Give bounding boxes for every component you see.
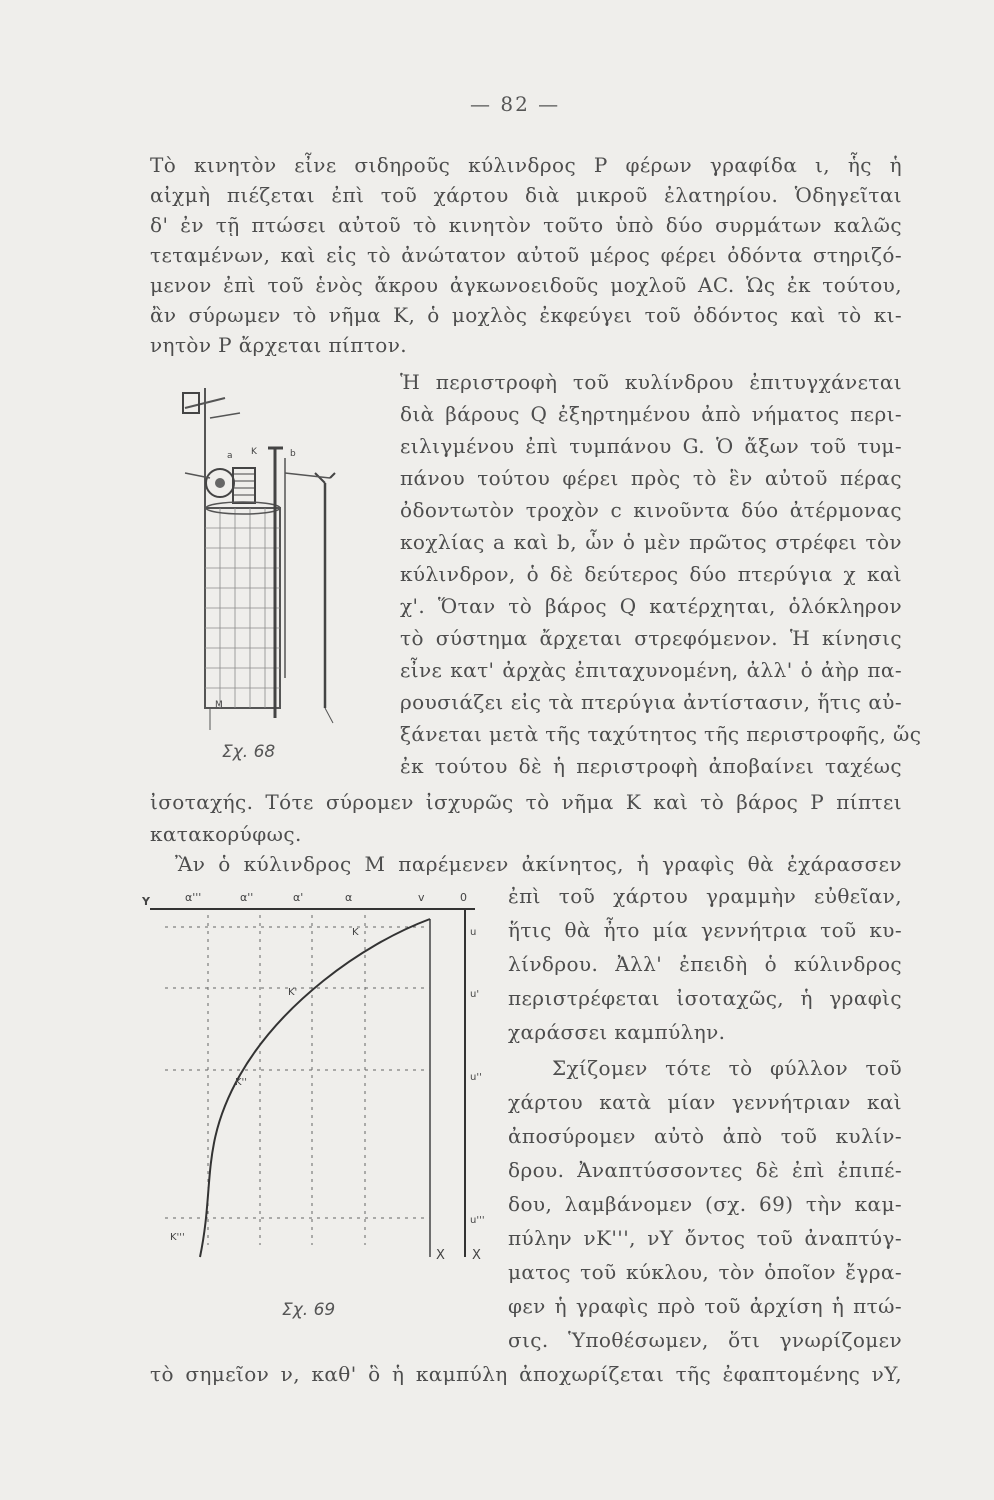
text-line: ἥτις θὰ ἦτο μία γεννήτρια τοῦ κυ- [508,918,902,942]
text-line: Τὸ κινητὸν εἶνε σιδηροῦς κύλινδρος P φέρων γραφίδα ι, ἧς ἡ [150,153,902,177]
fig69-label-a1: α' [293,891,304,904]
page-number: — 82 — [470,92,561,116]
text-line: εἶνε κατ' ἀρχὰς ἐπιταχυνομένη, ἀλλ' ὁ ἀὴρ πα- [400,658,902,682]
fig69-curve-K1: K' [288,987,298,998]
text-line: τὸ σύστημα ἄρχεται στρεφόμενον. Ἡ κίνησις [400,626,902,650]
text-line: ἀποσύρομεν αὐτὸ ἀπὸ τοῦ κυλίν- [508,1124,902,1148]
fig69-curve-K: K [352,927,359,938]
fig69-label-u: u [470,927,477,938]
fig69-label-0: 0 [460,891,467,904]
text-line: ρουσιάζει εἰς τὰ πτερύγια ἀντίστασιν, ἥτις αὐ- [400,690,902,714]
fig68-label-a: a [227,451,233,461]
figure-68-caption: Σχ. 68 [222,742,276,762]
fig69-label-u2: u'' [470,1072,482,1083]
figure-69-curve [140,885,500,1275]
text-line: χαράσσει καμπύλην. [508,1020,726,1044]
text-line: τὸ σημεῖον ν, καθ' ὃ ἡ καμπύλη ἀποχωρίζεται τῆς ἐφαπτομένης νY, [150,1362,902,1386]
fig69-label-a3: α''' [185,891,202,904]
text-line: Ἂν ὁ κύλινδρος M παρέμενεν ἀκίνητος, ἡ γραφὶς θὰ ἐχάρασσεν [175,852,902,876]
text-line: λίνδρου. Ἀλλ' ἐπειδὴ ὁ κύλινδρος [508,952,902,976]
fig69-label-a2: α'' [240,891,254,904]
text-line: ἰσοταχής. Τότε σύρομεν ἰσχυρῶς τὸ νῆμα K καὶ τὸ βάρος P πίπτει [150,790,902,814]
text-line: κύλινδρον, ὁ δὲ δεύτερος δύο πτερύγια χ καὶ [400,562,902,586]
text-line: ἐκ τούτου δὲ ἡ περιστροφὴ ἀποβαίνει ταχέως [400,754,902,778]
fig68-label-b: b [290,449,296,459]
fig69-label-X: X [472,1248,481,1263]
text-line: πάνου τούτου φέρει πρὸς τὸ ἓν αὐτοῦ πέρας [400,466,902,490]
figure-68-apparatus [165,378,365,758]
fig69-curve-K2: K'' [235,1077,248,1088]
text-line: περιστρέφεται ἰσοταχῶς, ἡ γραφὶς [508,986,902,1010]
text-line: κοχλίας a καὶ b, ὧν ὁ μὲν πρῶτος στρέφει τὸν [400,530,902,554]
text-line: δου, λαμβάνομεν (σχ. 69) τὴν καμ- [508,1192,902,1216]
fig69-label-Y: Y [142,895,150,908]
text-line: ματος τοῦ κύκλου, τὸν ὁποῖον ἔγρα- [508,1260,902,1284]
text-line: τεταμένων, καὶ εἰς τὸ ἀνώτατον αὐτοῦ μέρος φέρει ὀδόντα στηριζό- [150,243,902,267]
text-line: χ'. Ὅταν τὸ βάρος Q κατέρχηται, ὁλόκληρον [400,594,902,618]
text-line: ἂν σύρωμεν τὸ νῆμα K, ὁ μοχλὸς ἐκφεύγει τοῦ ὀδόντος καὶ τὸ κι- [150,303,902,327]
fig69-label-X-inner: X [436,1248,445,1263]
fig69-label-a0: α [345,891,353,904]
text-line: κατακορύφως. [150,822,302,846]
text-line: νητὸν P ἄρχεται πίπτον. [150,333,408,357]
text-line: ὀδοντωτὸν τροχὸν c κινοῦντα δύο ἀτέρμονας [400,498,902,522]
text-line: Σχίζομεν τότε τὸ φύλλον τοῦ [552,1056,902,1080]
text-line: διὰ βάρους Q ἐξηρτημένου ἀπὸ νήματος περι- [400,402,902,426]
text-line: χάρτου κατὰ μίαν γεννήτριαν καὶ [508,1090,902,1114]
figure-69-caption: Σχ. 69 [282,1300,336,1320]
text-line: ἐπὶ τοῦ χάρτου γραμμὴν εὐθεῖαν, [508,884,902,908]
text-line: αἰχμὴ πιέζεται ἐπὶ τοῦ χάρτου διὰ μικροῦ ἐλατηρίου. Ὁδηγεῖται [150,183,902,207]
text-line: ξάνεται μετὰ τῆς ταχύτητος τῆς περιστροφῆς, ὥς [400,722,922,746]
text-line: μενον ἐπὶ τοῦ ἑνὸς ἄκρου ἀγκωνοειδοῦς μοχλοῦ AC. Ὡς ἐκ τούτου, [150,273,902,297]
text-line: φεν ἡ γραφὶς πρὸ τοῦ ἀρχίση ἡ πτώ- [508,1294,902,1318]
fig68-label-k: K [251,447,257,457]
fig69-label-v: v [418,891,425,904]
text-line: δρου. Ἀναπτύσσοντες δὲ ἐπὶ ἐπιπέ- [508,1158,902,1182]
fig69-curve-K3: K''' [170,1232,185,1243]
fig69-label-u1: u' [470,989,480,1000]
text-line: ειλιγμένου ἐπὶ τυμπάνου G. Ὁ ἄξων τοῦ τυμ- [400,434,902,458]
fig68-label-m: M [215,700,223,710]
text-line: δ' ἐν τῇ πτώσει αὐτοῦ τὸ κινητὸν τοῦτο ὑπὸ δύο συρμάτων καλῶς [150,213,902,237]
text-line: σις. Ὑποθέσωμεν, ὅτι γνωρίζομεν [508,1328,902,1352]
fig69-label-u3: u''' [470,1215,485,1226]
text-line: Ἡ περιστροφὴ τοῦ κυλίνδρου ἐπιτυγχάνεται [400,370,902,394]
text-line: πύλην νK''', νY ὄντος τοῦ ἀναπτύγ- [508,1226,902,1250]
